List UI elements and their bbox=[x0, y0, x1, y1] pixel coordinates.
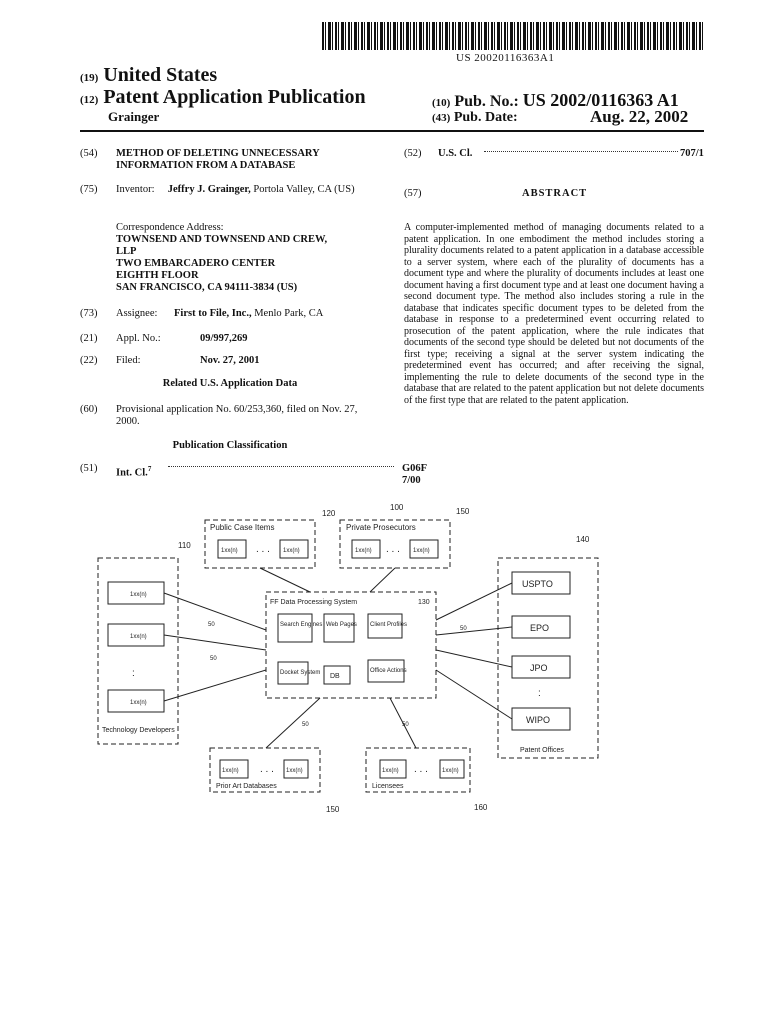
country bbox=[80, 64, 217, 87]
abstract-text: A computer-implemented method of managing documents related to a patent application. In one embodiment the method includes storing a plurality documents related to a patent application in a database accessible to a server system, where each of the plurality of documents has a document type and where the plurality of documents includes at least one document having a first document type and at least one document having a second document type. The method also includes storing a rule in the database that indicates specific document types to be deleted from the database in response to a predetermined event occurring related to prosecution of the patent application, where the rule indicates that documents of the second type should be deleted but not documents of the first type; receiving a signal at the server system indicating the predetermined event has occurred; and after receiving the signal, implementing the rule to delete documents of the second type in the database that are related to the patent application but not delete documents of the first type that are related to the patent application. bbox=[404, 222, 704, 406]
tech-node-2: 1xx(n) bbox=[130, 634, 147, 640]
uspto-label: USPTO bbox=[522, 579, 553, 589]
pub-no-code: (10) bbox=[432, 97, 451, 109]
appl-code: (21) bbox=[80, 333, 98, 344]
patent-offices-group bbox=[498, 535, 598, 758]
central-system-group bbox=[266, 592, 436, 698]
svg-text:. . .: . . . bbox=[260, 764, 274, 775]
corr-line-2: LLP bbox=[116, 246, 137, 257]
inventor-short: Grainger bbox=[108, 109, 160, 124]
inventor-block bbox=[80, 184, 380, 196]
edge-label-4: 50 bbox=[302, 722, 309, 728]
publication-type bbox=[80, 86, 366, 109]
provisional-block bbox=[80, 404, 380, 427]
edge-label-3: 50 bbox=[460, 626, 467, 632]
barcode bbox=[322, 22, 704, 50]
tech-developers-group bbox=[98, 541, 191, 744]
appl-label: Appl. No.: bbox=[116, 333, 161, 344]
ref-130: 130 bbox=[418, 599, 430, 606]
prov-code: (60) bbox=[80, 404, 98, 415]
db-label: DB bbox=[330, 673, 340, 680]
filed-date: Nov. 27, 2001 bbox=[200, 355, 260, 366]
pub-type-code: (12) bbox=[80, 94, 99, 106]
jpo-label: JPO bbox=[530, 663, 548, 673]
ref-100: 100 bbox=[390, 503, 404, 512]
title-block bbox=[80, 148, 380, 171]
title-text: METHOD OF DELETING UNNECESSARY INFORMATION FROM A DATABASE bbox=[116, 148, 320, 171]
appl-number: 09/997,269 bbox=[200, 333, 248, 344]
uscl-label: U.S. Cl. bbox=[438, 148, 473, 159]
title-code: (54) bbox=[80, 148, 98, 159]
prior-art-node-1: 1xx(n) bbox=[222, 768, 239, 774]
public-case-node-1: 1xx(n) bbox=[221, 548, 238, 554]
docket-system-label: Docket System bbox=[280, 670, 321, 676]
abstract-code: (57) bbox=[404, 188, 422, 199]
inventor-location: Portola Valley, CA (US) bbox=[253, 184, 355, 195]
edge-label-2: 50 bbox=[210, 656, 217, 662]
licensee-node-1: 1xx(n) bbox=[382, 768, 399, 774]
public-case-node-2: 1xx(n) bbox=[283, 548, 300, 554]
ref-150-bottom: 150 bbox=[326, 805, 340, 814]
ref-160: 160 bbox=[474, 803, 488, 812]
tech-developers-label: Technology Developers bbox=[102, 727, 175, 734]
related-heading: Related U.S. Application Data bbox=[162, 378, 298, 389]
inventor-name: Jeffry J. Grainger, bbox=[167, 184, 251, 195]
svg-text::: : bbox=[538, 688, 541, 699]
pub-date-label: Pub. Date: bbox=[453, 110, 518, 125]
licensee-node-2: 1xx(n) bbox=[442, 768, 459, 774]
system-diagram bbox=[90, 500, 710, 820]
uscl-value: 707/1 bbox=[680, 148, 704, 159]
corr-line-4: EIGHTH FLOOR bbox=[116, 270, 199, 281]
intcl-code: (51) bbox=[80, 463, 98, 474]
uscl-code: (52) bbox=[404, 148, 422, 159]
country-name: United States bbox=[103, 64, 218, 86]
pub-date-value: Aug. 22, 2002 bbox=[590, 107, 689, 126]
ref-120: 120 bbox=[322, 509, 336, 518]
appl-block bbox=[80, 333, 380, 345]
system-title: FF Data Processing System bbox=[270, 599, 358, 606]
edge-label-5: 50 bbox=[402, 722, 409, 728]
prosecutor-node-1: 1xx(n) bbox=[355, 548, 372, 554]
pub-no-label: Pub. No.: bbox=[454, 93, 519, 110]
barcode-number: US 20020116363A1 bbox=[456, 52, 555, 64]
pub-date-code: (43) bbox=[432, 112, 451, 124]
wipo-label: WIPO bbox=[526, 715, 550, 725]
ref-140: 140 bbox=[576, 535, 590, 544]
uscl-block bbox=[404, 148, 704, 160]
ref-150-top: 150 bbox=[456, 507, 470, 516]
ref-110: 110 bbox=[178, 541, 191, 550]
abstract-heading: ABSTRACT bbox=[522, 188, 588, 199]
corr-line-3: TWO EMBARCADERO CENTER bbox=[116, 258, 276, 269]
public-cases-label: Public Case Items bbox=[210, 523, 275, 532]
correspondence-block bbox=[116, 222, 386, 294]
pub-type-label: Patent Application Publication bbox=[103, 86, 366, 108]
patent-offices-label: Patent Offices bbox=[520, 747, 564, 754]
assignee-location: Menlo Park, CA bbox=[254, 308, 324, 319]
licensees-label: Licensees bbox=[372, 783, 404, 790]
intcl-label: Int. Cl. bbox=[116, 467, 148, 479]
licensees-group bbox=[366, 748, 488, 812]
search-engines-label: Search Engines bbox=[280, 622, 323, 628]
edge-label-1: 50 bbox=[208, 622, 215, 628]
prior-art-label: Prior Art Databases bbox=[216, 783, 277, 790]
inventor-code: (75) bbox=[80, 184, 98, 195]
network-links bbox=[164, 568, 512, 748]
filed-block bbox=[80, 355, 380, 367]
corr-line-5: SAN FRANCISCO, CA 94111-3834 (US) bbox=[116, 282, 298, 293]
assignee-name: First to File, Inc., bbox=[174, 308, 252, 319]
assignee-block bbox=[80, 308, 380, 320]
assignee-code: (73) bbox=[80, 308, 98, 319]
intcl-value: G06F 7/00 bbox=[402, 463, 427, 486]
pubclass-heading: Publication Classification bbox=[172, 440, 288, 451]
tech-node-1: 1xx(n) bbox=[130, 592, 147, 598]
pub-date-label-line bbox=[432, 110, 518, 126]
svg-text::: : bbox=[132, 668, 135, 679]
tech-node-3: 1xx(n) bbox=[130, 700, 147, 706]
correspondence-label: Correspondence Address: bbox=[116, 222, 224, 233]
web-pages-label: Web Pages bbox=[326, 622, 357, 628]
pub-no-value: US 2002/0116363 A1 bbox=[522, 90, 679, 110]
private-prosecutors-label: Private Prosecutors bbox=[346, 523, 416, 532]
filed-code: (22) bbox=[80, 355, 98, 366]
country-code: (19) bbox=[80, 72, 99, 84]
prov-text: Provisional application No. 60/253,360, filed on Nov. 27, 2000. bbox=[116, 404, 358, 427]
prosecutor-node-2: 1xx(n) bbox=[413, 548, 430, 554]
filed-label: Filed: bbox=[116, 355, 141, 366]
public-cases-group bbox=[205, 509, 336, 568]
assignee-label: Assignee: bbox=[116, 308, 158, 319]
office-actions-label: Office Actions bbox=[370, 668, 407, 674]
header-divider bbox=[80, 130, 704, 132]
abstract-heading-line bbox=[404, 188, 704, 200]
svg-text:. . .: . . . bbox=[256, 544, 270, 555]
svg-text:. . .: . . . bbox=[386, 544, 400, 555]
client-profiles-label: Client Profiles bbox=[370, 622, 408, 628]
intcl-block bbox=[80, 463, 427, 486]
inventor-label: Inventor: bbox=[116, 184, 155, 195]
svg-text:. . .: . . . bbox=[414, 764, 428, 775]
corr-line-1: TOWNSEND AND TOWNSEND AND CREW, bbox=[116, 234, 328, 245]
prior-art-node-2: 1xx(n) bbox=[286, 768, 303, 774]
epo-label: EPO bbox=[530, 623, 550, 633]
prior-art-group bbox=[210, 748, 340, 814]
private-prosecutors-group bbox=[340, 507, 470, 568]
intcl-sup: 7 bbox=[147, 465, 152, 473]
